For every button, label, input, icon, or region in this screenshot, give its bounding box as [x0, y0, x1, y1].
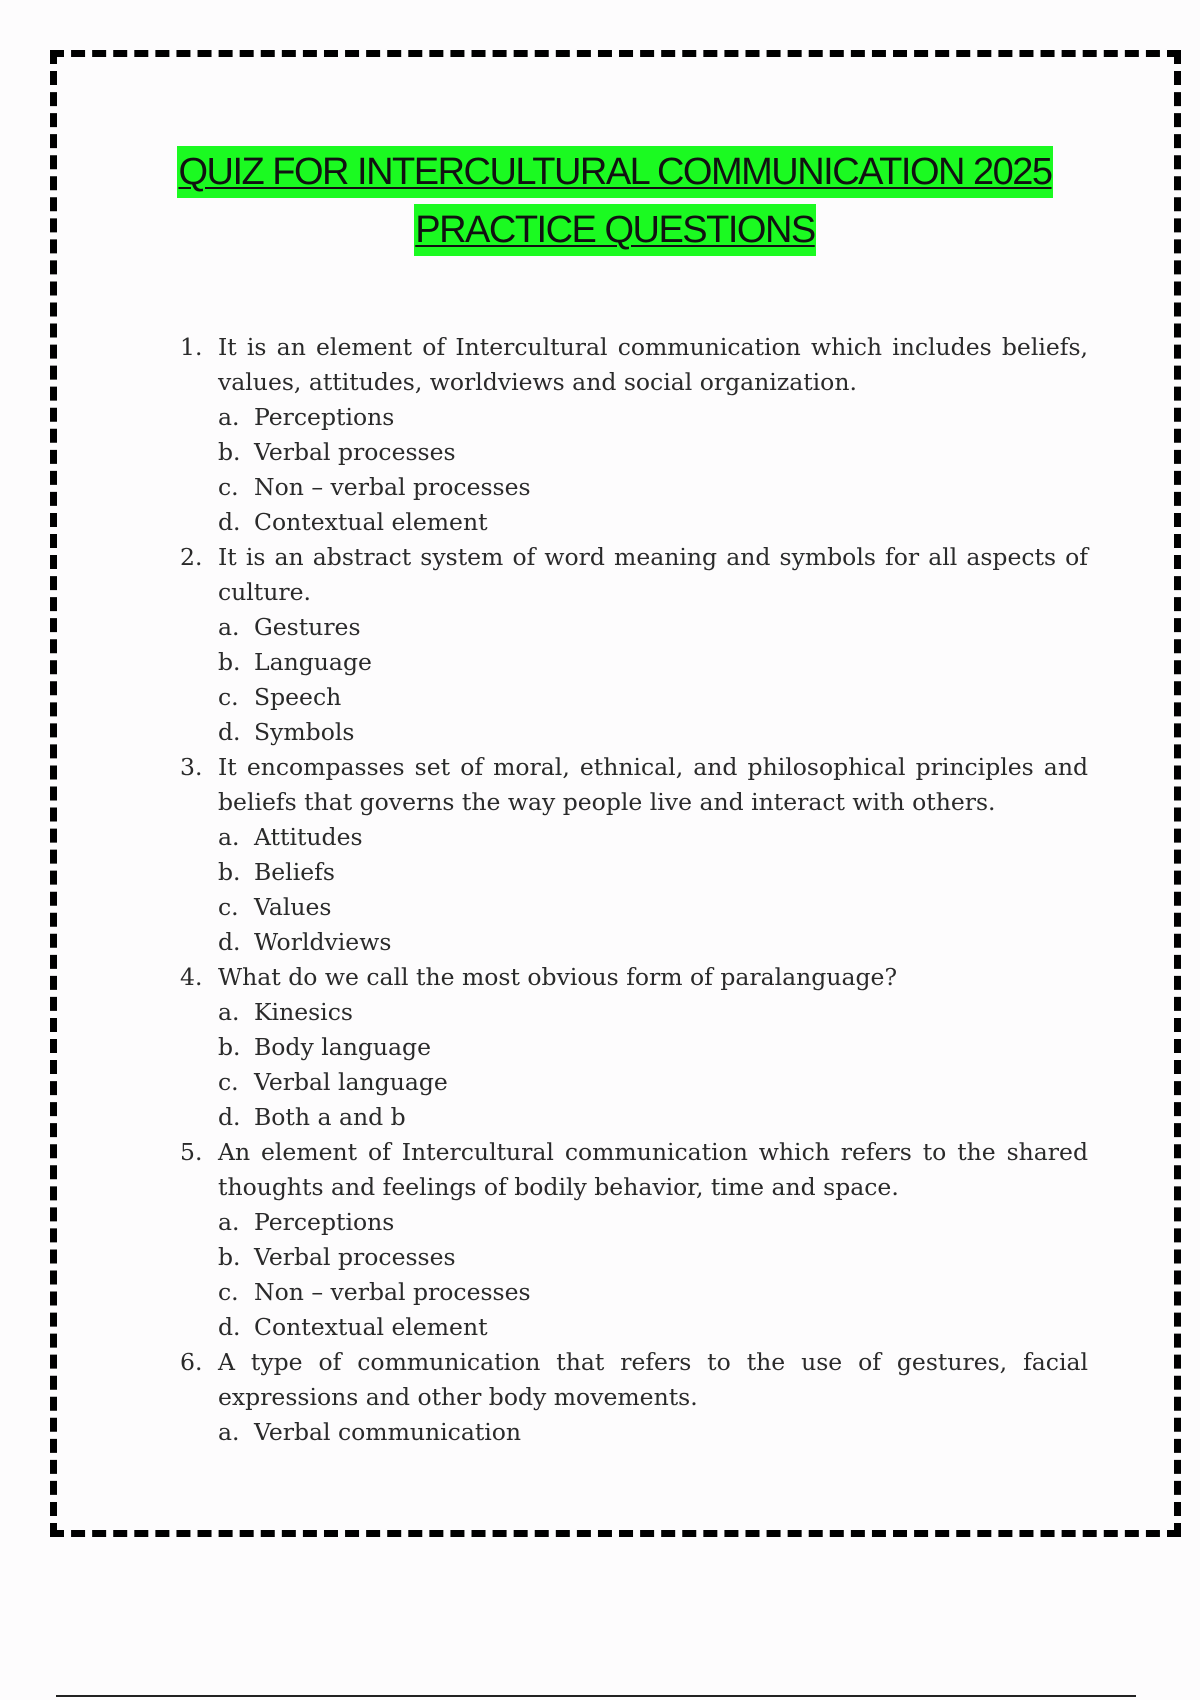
option-text: Non – verbal processes	[254, 1278, 531, 1306]
option-letter: b.	[218, 1033, 241, 1061]
answer-option	[218, 890, 1088, 925]
option-text: Perceptions	[254, 403, 395, 431]
option-text: Attitudes	[254, 823, 363, 851]
option-letter: c.	[218, 1068, 239, 1096]
question-item	[180, 330, 1088, 540]
option-text: Perceptions	[254, 1208, 395, 1236]
answer-options	[218, 1205, 1088, 1345]
option-letter: a.	[218, 613, 240, 641]
answer-option	[218, 1030, 1088, 1065]
option-letter: d.	[218, 1313, 241, 1341]
option-text: Non – verbal processes	[254, 473, 531, 501]
answer-option	[218, 1065, 1088, 1100]
option-text: Body language	[254, 1033, 432, 1061]
question-item	[180, 1345, 1088, 1450]
option-text: Language	[254, 648, 372, 676]
option-letter: d.	[218, 928, 241, 956]
question-list	[180, 330, 1088, 1450]
option-text: Gestures	[254, 613, 361, 641]
answer-option	[218, 715, 1088, 750]
option-text: Verbal language	[254, 1068, 448, 1096]
answer-option	[218, 645, 1088, 680]
answer-option	[218, 855, 1088, 890]
answer-option	[218, 1275, 1088, 1310]
answer-option	[218, 1240, 1088, 1275]
answer-option	[218, 1100, 1088, 1135]
question-item	[180, 960, 1088, 1135]
answer-option	[218, 995, 1088, 1030]
answer-options	[218, 400, 1088, 540]
option-text: Speech	[254, 683, 342, 711]
question-text: A type of communication that refers to the use of gestures, facial expressions and other body movements.	[218, 1348, 1088, 1411]
option-text: Values	[254, 893, 332, 921]
answer-options	[218, 1415, 1088, 1450]
option-letter: d.	[218, 718, 241, 746]
option-letter: c.	[218, 473, 239, 501]
answer-option	[218, 1310, 1088, 1345]
answer-options	[218, 820, 1088, 960]
question-number: 5.	[180, 1138, 203, 1166]
question-number: 4.	[180, 963, 203, 991]
option-letter: b.	[218, 1243, 241, 1271]
answer-option	[218, 1205, 1088, 1240]
option-letter: b.	[218, 858, 241, 886]
answer-option	[218, 435, 1088, 470]
option-text: Beliefs	[254, 858, 335, 886]
question-text: An element of Intercultural communication which refers to the shared thoughts and feelings of bodily behavior, time and space.	[218, 1138, 1088, 1201]
answer-option	[218, 610, 1088, 645]
answer-option	[218, 680, 1088, 715]
answer-options	[218, 610, 1088, 750]
question-item	[180, 540, 1088, 750]
question-item	[180, 1135, 1088, 1345]
answer-option	[218, 470, 1088, 505]
question-number: 6.	[180, 1348, 203, 1376]
option-letter: c.	[218, 683, 239, 711]
answer-option	[218, 820, 1088, 855]
answer-option	[218, 1415, 1088, 1450]
question-number: 2.	[180, 543, 203, 571]
answer-option	[218, 400, 1088, 435]
option-text: Worldviews	[254, 928, 392, 956]
option-text: Both a and b	[254, 1103, 406, 1131]
option-text: Verbal communication	[254, 1418, 522, 1446]
option-text: Symbols	[254, 718, 355, 746]
question-text: It is an abstract system of word meaning and symbols for all aspects of culture.	[218, 543, 1088, 606]
title-line-2: PRACTICE QUESTIONS	[414, 204, 816, 256]
answer-option	[218, 925, 1088, 960]
question-text: It encompasses set of moral, ethnical, and philosophical principles and beliefs that governs the way people live and interact with others.	[218, 753, 1088, 816]
question-text: It is an element of Intercultural communication which includes beliefs, values, attitudes, worldviews and social organization.	[218, 333, 1088, 396]
answer-options	[218, 995, 1088, 1135]
option-letter: a.	[218, 1418, 240, 1446]
option-letter: a.	[218, 1208, 240, 1236]
option-text: Contextual element	[254, 508, 488, 536]
question-number: 3.	[180, 753, 203, 781]
option-letter: c.	[218, 893, 239, 921]
option-text: Contextual element	[254, 1313, 488, 1341]
option-text: Verbal processes	[254, 1243, 456, 1271]
document-title	[0, 146, 1200, 256]
question-text: What do we call the most obvious form of paralanguage?	[218, 963, 898, 991]
question-item	[180, 750, 1088, 960]
question-number: 1.	[180, 333, 203, 361]
option-letter: a.	[218, 998, 240, 1026]
option-letter: d.	[218, 508, 241, 536]
option-letter: b.	[218, 648, 241, 676]
option-letter: c.	[218, 1278, 239, 1306]
option-text: Kinesics	[254, 998, 353, 1026]
title-line-1: QUIZ FOR INTERCULTURAL COMMUNICATION 2025	[177, 146, 1052, 198]
option-letter: d.	[218, 1103, 241, 1131]
option-letter: b.	[218, 438, 241, 466]
option-letter: a.	[218, 403, 240, 431]
option-text: Verbal processes	[254, 438, 456, 466]
answer-option	[218, 505, 1088, 540]
option-letter: a.	[218, 823, 240, 851]
footer-divider	[56, 1695, 1136, 1697]
